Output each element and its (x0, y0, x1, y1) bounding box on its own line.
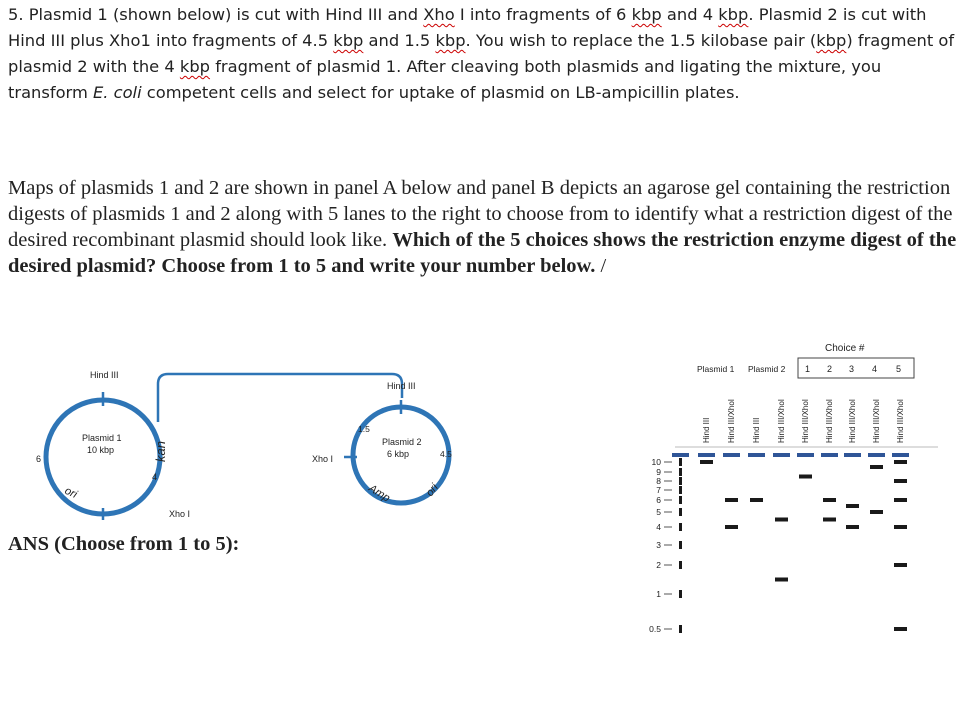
plasmid1-circle (46, 400, 160, 514)
answer-label: ANS (Choose from 1 to 5): (8, 533, 240, 555)
plasmid2-num45: 4.5 (440, 449, 452, 459)
gel-band (700, 460, 713, 464)
gel-ladder-band (679, 625, 682, 633)
gel-well (797, 453, 814, 457)
gel-well (773, 453, 790, 457)
gel-band (894, 460, 907, 464)
gel-ladder-band (679, 523, 682, 531)
gel-lane-label: Hind III/XhoI (777, 398, 786, 443)
gel-ladder-label: 5 (656, 507, 661, 517)
plasmid2-name: Plasmid 2 (382, 437, 422, 447)
plasmid1-name: Plasmid 1 (82, 433, 122, 443)
gel-lane-label: Hind III (702, 417, 711, 443)
gel-well (821, 453, 838, 457)
gel-band (870, 465, 883, 469)
gel-ladder-label: 2 (656, 560, 661, 570)
plasmid1-kan: kan (153, 441, 168, 462)
gel-band (894, 498, 907, 502)
gel-ladder-label: 6 (656, 495, 661, 505)
gel-ladder-band (679, 590, 682, 598)
gel-band (846, 504, 859, 508)
gel-lane-label: Hind III/XhoI (727, 398, 736, 443)
gel-band (725, 525, 738, 529)
plasmid1-size: 10 kbp (87, 445, 115, 455)
gel-band (775, 578, 788, 582)
gel-wells (672, 453, 909, 457)
gel-ladder-band (679, 496, 682, 504)
gel-well (868, 453, 885, 457)
gel-band (775, 518, 788, 522)
plasmid1-hind-label: Hind III (90, 370, 119, 380)
gel-ladder-label: 10 (651, 457, 661, 467)
gel-lane-label: Hind III/XhoI (872, 398, 881, 443)
plasmid1-four: 4 (152, 472, 158, 482)
gel-band (750, 498, 763, 502)
gel-bands (700, 460, 907, 631)
gel-band (725, 498, 738, 502)
gel-ladder-label: 8 (656, 476, 661, 486)
gel-choice-3: 3 (849, 364, 855, 374)
gel-ladder-label: 1 (656, 589, 661, 599)
gel-lane-label: Hind III/XhoI (848, 398, 857, 443)
gel-ladder-band (679, 486, 682, 494)
gel-ladder-band (679, 561, 682, 569)
gel-choice-5: 5 (896, 364, 902, 374)
gel-lane-labels (702, 399, 905, 443)
question-paragraph-1: 5. Plasmid 1 (shown below) is cut with Hind III and Xho I into fragments of 6 kbp and 4 kbp. Plasmid 2 is cut with Hind III plus Xho1 into fragments of 4.5 kbp and 1.5 kbp. You wish to replace the 1.5 kilobase pair (kbp) fragment of plasmid 2 with the 4 kbp fragment of plasmid 1. After cleaving both plasmids and ligating the mixture, you transform E. coli competent cells and select for uptake of plasmid on LB-ampicillin plates. (8, 5, 955, 102)
gel-band (894, 525, 907, 529)
gel-ladder-label: 9 (656, 467, 661, 477)
gel-band (894, 479, 907, 483)
gel-band (894, 563, 907, 567)
plasmid2-ori: ori (423, 481, 441, 499)
plasmid1-left-num: 6 (36, 454, 42, 464)
gel-band (823, 498, 836, 502)
gel-ladder-band (679, 468, 682, 476)
gel-choice-title: Choice # (825, 343, 865, 354)
gel-lane-label: Hind III (752, 417, 761, 443)
gel-band (846, 525, 859, 529)
gel-choice-4: 4 (872, 364, 878, 374)
gel-well (698, 453, 715, 457)
connector-arrow (158, 374, 402, 422)
gel-well (892, 453, 909, 457)
gel-ladder-band (679, 508, 682, 516)
gel-band (823, 518, 836, 522)
plasmid2-xho-label: Xho I (312, 454, 334, 464)
gel-band (870, 510, 883, 514)
gel-ladder-label: 3 (656, 540, 661, 550)
gel-ladder (649, 457, 682, 634)
gel-well (844, 453, 861, 457)
plasmid2-size: 6 kbp (387, 449, 410, 459)
gel-ladder-label: 4 (656, 522, 661, 532)
gel-ladder-band (679, 541, 682, 549)
gel-ladder-band (679, 458, 682, 466)
gel-lane-label: Hind III/XhoI (801, 398, 810, 443)
gel-lane-label: Hind III/XhoI (896, 398, 905, 443)
gel-well (723, 453, 740, 457)
gel-ladder-label: 7 (656, 485, 661, 495)
gel-choice-1: 1 (805, 364, 811, 374)
gel-band (894, 627, 907, 631)
gel-ladder-band (679, 477, 682, 485)
gel-choice-2: 2 (827, 364, 833, 374)
question-paragraph-2: Maps of plasmids 1 and 2 are shown in panel A below and panel B depicts an agarose gel containing the restriction digests of plasmids 1 and 2 along with 5 lanes to the right to choose from to identify what a restriction digest of the desired recombinant plasmid should look like. Which of the 5 choices shows the restriction enzyme digest of the desired plasmid? Choose from 1 to 5 and write your number below. / (8, 177, 957, 277)
gel-ladder-label: 0.5 (649, 624, 661, 634)
plasmid1-ori: ori (62, 484, 79, 501)
plasmid2-hind-label: Hind III (387, 381, 416, 391)
gel-lane-label: Hind III/XhoI (825, 398, 834, 443)
plasmid2-amp: Amp (366, 482, 392, 505)
plasmid2-num15: 1.5 (358, 424, 370, 434)
gel-well (672, 453, 689, 457)
gel-well (748, 453, 765, 457)
gel-band (799, 475, 812, 479)
gel-plasmid2-header: Plasmid 2 (748, 364, 786, 374)
gel-plasmid1-header: Plasmid 1 (697, 364, 735, 374)
plasmid1-xho-label: Xho I (169, 509, 191, 519)
